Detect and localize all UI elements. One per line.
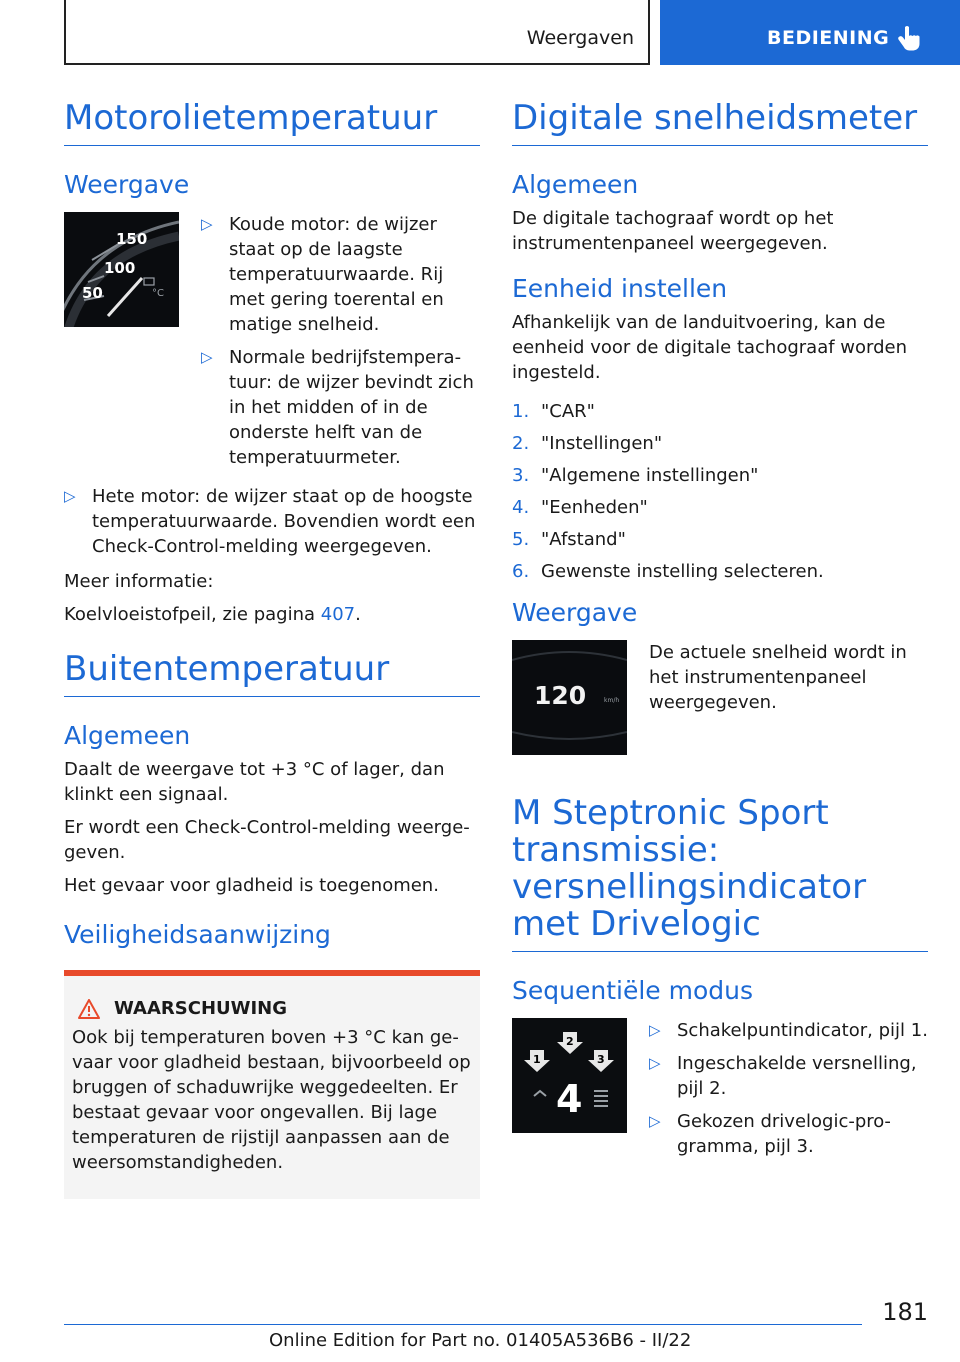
triangle-right-icon: ▷ [649,1054,661,1072]
header-section-title: Weergaven [526,27,634,49]
list-item: ▷ Koude motor: de wijzer staat op de laagste temperatuurwaarde. Rij met gering toerental en matige snelheid. [201,214,444,335]
header-chapter-title: BEDIENING [767,27,890,49]
warning-title: WAARSCHUWING [114,998,288,1019]
coolant-reference: Koelvloeistofpeil, zie pagina 407. [64,604,361,625]
outside-paragraph-2: Er wordt een Check-Control-melding weergegeven. [64,817,470,863]
list-item: ▷ Normale bedrijfstemperatuur: de wijzer bevindt zich in het midden of in de onderste helft van de temperatuurmeter. [201,347,474,468]
arrow-3-label: 3 [597,1053,605,1066]
speedo-paragraph-1: De digitale tachograaf wordt op het instrumentenpaneel weergegeven. [512,208,834,254]
unit-steps-list [512,399,928,584]
heading-steptronic: M Steptronic Sport transmissie: versnellingsindicator met Drivelogic [512,795,928,952]
motor-bullets-top [201,212,480,478]
heading-outside-temperature: Buitentemperatuur [64,651,480,697]
gear-indicator-section [512,1018,928,1167]
subheading-safety-notice: Veiligheidsaanwijzing [64,920,331,949]
warning-text: Ook bij temperaturen boven +3 °C kan gevaar voor gladheid bestaan, bijvoorbeeld op bruggen of schaduwrijke weggedeelten. Er bestaat gevaar voor ongevallen. Bij lage temperaturen de rijstijl aanpassen aan de weersomstandigheden. [72,1027,471,1173]
subheading-algemeen: Algemeen [64,721,191,750]
page-number: 181 [882,1298,928,1326]
current-gear: 4 [556,1077,583,1121]
speedo-paragraph-2: Afhankelijk van de landuitvoering, kan de eenheid voor de digitale tachograaf worden ingesteld. [512,312,908,383]
gauge-value-150: 150 [116,230,148,248]
list-item: 5. "Afstand" [512,529,626,550]
list-item: ▷ Schakelpuntindicator, pijl 1. [649,1020,928,1041]
triangle-right-icon: ▷ [64,487,76,505]
triangle-right-icon: ▷ [201,348,213,366]
oil-temperature-gauge-image [64,212,179,327]
header-section-box [64,0,650,65]
outside-paragraph-1: Daalt de weergave tot +3 °C of lager, dan klinkt een signaal. [64,759,445,805]
gauge-value-100: 100 [104,259,136,277]
heading-digital-speedometer: Digitale snelheidsmeter [512,100,928,146]
speed-unit: km/h [604,697,620,704]
speedo-display-section [512,640,928,755]
subheading-unit-setting: Eenheid instellen [512,274,728,303]
list-item: ▷ Gekozen drivelogic-programma, pijl 3. [649,1111,891,1157]
subheading-algemeen: Algemeen [512,170,639,199]
heading-motor-oil-temperature: Motorolietemperatuur [64,100,480,146]
warning-triangle-icon [78,999,100,1019]
oil-gauge-section [64,212,480,478]
speedo-paragraph-3: De actuele snelheid wordt in het instrumentenpaneel weergegeven. [649,642,907,713]
arrow-2-label: 2 [566,1035,574,1048]
subheading-weergave: Weergave [512,598,638,627]
speed-value: 120 [534,681,587,710]
footer-divider [64,1324,862,1325]
left-column [64,100,480,1199]
triangle-right-icon: ▷ [201,215,213,233]
gauge-unit: °C [152,288,164,299]
list-item: ▷ Hete motor: de wijzer staat op de hoogste temperatuurwaarde. Bovendien wordt een Check-Control-melding weergegeven. [64,486,476,557]
list-item: 3. "Algemene instellingen" [512,465,759,486]
footer-edition: Online Edition for Part no. 01405A536B6 - II/22 [269,1330,692,1351]
subheading-sequential-mode: Sequentiële modus [512,976,753,1005]
digital-speed-display-image [512,640,627,755]
right-column [512,100,928,1173]
arrow-1-label: 1 [533,1053,541,1066]
steptronic-bullets [649,1018,928,1167]
list-item: 4. "Eenheden" [512,497,648,518]
triangle-right-icon: ▷ [649,1112,661,1130]
gear-indicator-image [512,1018,627,1133]
warning-box [64,970,480,1199]
triangle-right-icon: ▷ [649,1021,661,1039]
motor-bullets-bottom [64,484,480,559]
subheading-weergave: Weergave [64,170,190,199]
page-link-407[interactable]: 407 [320,604,356,625]
header-chapter-box [660,0,960,65]
warning-title-row [72,998,472,1019]
list-item: 6. Gewenste instelling selecteren. [512,561,824,582]
list-item: ▷ Ingeschakelde versnelling, pijl 2. [649,1053,917,1099]
list-item: 2. "Instellingen" [512,433,663,454]
hand-pointer-icon [894,24,924,54]
gauge-value-50: 50 [82,284,103,302]
list-item: 1. "CAR" [512,401,595,422]
outside-paragraph-3: Het gevaar voor gladheid is toegenomen. [64,875,439,896]
more-info-label: Meer informatie: [64,571,214,592]
